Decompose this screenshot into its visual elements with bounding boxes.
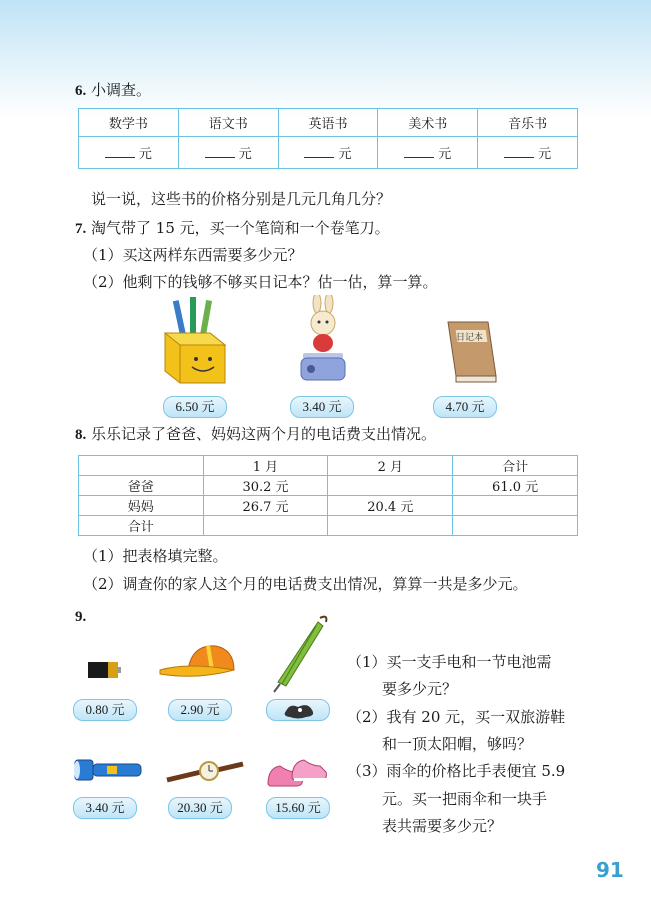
q8-row-total-label: 合计 [79, 516, 204, 536]
sun-hat-icon [158, 640, 238, 684]
q6-header-music: 音乐书 [478, 109, 578, 137]
sneakers-price: 15.60 元 [266, 797, 330, 819]
watch-icon [165, 758, 245, 786]
q7-text: 淘气带了 15 元，买一个笔筒和一个卷笔刀。 [91, 219, 390, 237]
q8-row-mom-feb: 20.4 元 [328, 496, 453, 516]
q6-title: 小调查。 [91, 81, 152, 99]
diary-price: 4.70 元 [433, 396, 497, 418]
pen-holder-price: 6.50 元 [163, 396, 227, 418]
q8-sub2: （2）调查你的家人这个月的电话费支出情况，算算一共是多少元。 [83, 575, 528, 593]
q9-line-5: （3）雨伞的价格比手表便宜 5.9 [347, 762, 566, 780]
q8-heading [75, 423, 436, 446]
pencil-sharpener-icon [293, 295, 353, 385]
q8-text: 乐乐记录了爸爸、妈妈这两个月的电话费支出情况。 [91, 425, 437, 443]
sneakers-icon [266, 754, 332, 790]
diary-icon [440, 318, 500, 386]
q6-answer-cell[interactable]: 元 [79, 137, 179, 169]
q6-number: 6. [75, 83, 87, 99]
q6-heading [75, 79, 151, 102]
pen-holder-icon [160, 295, 230, 390]
q8-row-total-feb[interactable] [328, 516, 453, 536]
q8-table [78, 455, 578, 536]
umbrella-icon [268, 612, 333, 694]
q8-row-dad-feb[interactable] [328, 476, 453, 496]
q7-sub2: （2）他剩下的钱够不够买日记本？估一估，算一算。 [83, 273, 438, 291]
flashlight-icon [73, 752, 145, 788]
q8-row-mom-total[interactable] [453, 496, 578, 516]
q7-heading [75, 217, 390, 240]
q9-line-4: 和一顶太阳帽，够吗？ [382, 735, 533, 753]
q8-row-dad-label: 爸爸 [79, 476, 204, 496]
diary-label: 日记本 [456, 333, 484, 343]
q8-sub1: （1）把表格填完整。 [83, 547, 228, 565]
pencil-sharpener-price: 3.40 元 [290, 396, 354, 418]
q8-row-total-total[interactable] [453, 516, 578, 536]
q8-number: 8. [75, 427, 87, 443]
q8-row-dad-jan: 30.2 元 [203, 476, 328, 496]
q6-header-math: 数学书 [79, 109, 179, 137]
q9-line-7: 表共需要多少元？ [382, 817, 503, 835]
q9-line-3: （2）我有 20 元，买一双旅游鞋 [347, 708, 566, 726]
q8-header-feb: 2 月 [328, 456, 453, 476]
sun-hat-price: 2.90 元 [168, 699, 232, 721]
q7-number: 7. [75, 221, 87, 237]
q9-line-6: 元。买一把雨伞和一块手 [382, 790, 548, 808]
q8-row-mom-jan: 26.7 元 [203, 496, 328, 516]
q8-row-mom-label: 妈妈 [79, 496, 204, 516]
q8-header-total: 合计 [453, 456, 578, 476]
q7-sub1: （1）买这两样东西需要多少元？ [83, 246, 303, 264]
battery-icon [86, 658, 126, 682]
q8-header-corner [79, 456, 204, 476]
q9-number: 9. [75, 609, 87, 625]
flashlight-price: 3.40 元 [73, 797, 137, 819]
q6-answer-cell[interactable]: 元 [178, 137, 278, 169]
q6-header-art: 美术书 [378, 109, 478, 137]
q6-header-english: 英语书 [278, 109, 378, 137]
ink-blot-icon [278, 702, 318, 720]
q9-line-2: 要多少元？ [382, 680, 458, 698]
q9-line-1: （1）买一支手电和一节电池需 [347, 653, 552, 671]
q8-row-total-jan[interactable] [203, 516, 328, 536]
q6-prompt: 说一说，这些书的价格分别是几元几角几分？ [91, 190, 392, 208]
q8-header-jan: 1 月 [203, 456, 328, 476]
q6-answer-cell[interactable]: 元 [278, 137, 378, 169]
q6-table [78, 108, 578, 169]
page-number: 91 [596, 858, 624, 882]
umbrella-price [266, 699, 330, 721]
q8-row-dad-total: 61.0 元 [453, 476, 578, 496]
battery-price: 0.80 元 [73, 699, 137, 721]
q6-header-chinese: 语文书 [178, 109, 278, 137]
q6-answer-cell[interactable]: 元 [478, 137, 578, 169]
q6-answer-cell[interactable]: 元 [378, 137, 478, 169]
watch-price: 20.30 元 [168, 797, 232, 819]
